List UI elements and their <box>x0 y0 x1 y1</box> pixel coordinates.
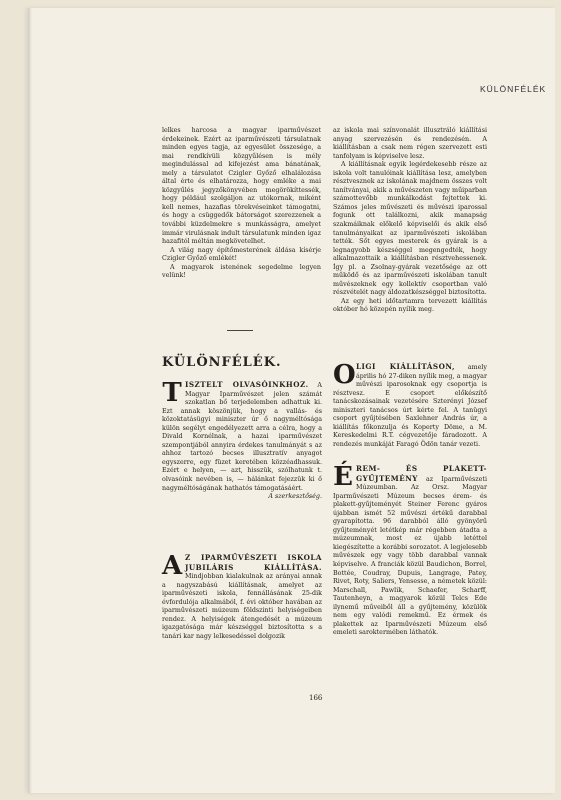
news-item-school-exhibition <box>162 551 322 641</box>
paragraph: A kiállításnak egyik legérdekesebb része az iskola volt tanulóinak kiállítása lesz, amelyben résztvesznek az iskolának majdnem összes volt tanítványai, akik a művészeten vagy műiparban számottevőbb munkálkodást fejtettek ki. Számos jeles művészeti és művészi iparossal fogunk ott találkozni, akik manapság szakmáiknak előkelő képviselői és akik első tanulmányaikat az iparművészeti iskolában tették. Sőt egyes mesterek és gyárak is a legnagyobb készséggel megengedték, hogy alkalmazottaik a kiállításban résztvehessenek. Így pl. a Zsolnay-gyárak vezetősége az ott működő és az iparművészeti iskolában tanult művészeknek egy kollektív csoportban való részvételét nagy áldozatkészséggel biztosította. <box>333 161 487 297</box>
page-binding-shadow <box>28 8 32 793</box>
paragraph: lelkes harcosa a magyar iparművészet érdekeinek. Ezért az iparművészeti társulatnak minden egyes tagja, az egyesület összesége, a mai rendkívüli közgyűlésen is mély megindulással ad kifejezést ama bánatának, mely a társulatot Czigler Győző elhalálozása által érte és elhatározza, hogy emléke a mai közgyűlés jegyzőkönyvében megörökíttessék, hogy például szolgáljon az utókornak, miként kell nemes, hazafias törekvéseinket támogatni, és hogy a csüggedők bátorságot szerezzenek a további küzdelmekre s munkásságra, amelyet immár virulásnak indult társulatunk minden igaz hazafitól méltán megkövetelhet. <box>162 127 321 246</box>
paragraph: A világ nagy építőmesterének áldása kísérje Czigler Győző emlékét! <box>162 246 321 263</box>
item-text: az Iparművészeti Múzeumban. Az Orsz. Magyar Iparművészeti Múzeum becses érem- és plakett-gyűjteményét Steiner Ferenc gyáros újabban ismét 52 művészi értékű darabbal gyarapította. 96 darabból álló gyönyörű gyűjteményét letétkép már régebben átadta a múzeumnak, most ez újabb letéttel kiegészítette a korábbi sorozatot. A legjelesebb művészek egy vagy több darabbal vannak képviselve. A franciák közül Baudichon, Borrel, Bottée, Coudray, Dupuis, Langrage, Patey, Rivet, Roty, Saliers, Yensesse, a németek közül: Marschall, Pawlik, Schaefer, Scharff, Tautenheyn, a magyarok közül Telcs Ede ilynemű műveiből áll a gyűjtemény, közülök nem egy valódi remekmű. Ez érmek és plakettek az Iparművészeti Múzeum első emeleti saroktermében láthatók. <box>333 475 487 637</box>
item-heading: LIGI KIÁLLÍTÁSON, <box>356 362 455 371</box>
dropcap-initial: O <box>333 360 356 390</box>
item-heading: Z IPARMŰVÉSZETI ISKOLA JUBILÁRIS KIÁLLÍTÁSA. <box>185 553 322 572</box>
item-text: A Magyar Iparművészet jelen számát szokatlan bő terjedelemben adhattuk ki. Ezt annak köszönjük, hogy a vallás- és közoktatásügyi miniszter úr ő nagyméltósága külön segélyt engedélyezett arra a célra, hogy a Divald Kornélnak, a hazai iparművészet szempontjából annyira érdekes tanulmányát s az ahhoz tartozó becses illusztratív anyagot egyszerre, egy füzet keretében közzéadhassuk. Ezért e helyen, — azt, hisszük, szólhatunk t. olvasóink nevében is, — hálánkat fejezzük ki ő nagyméltóságának hathatós támogatásáért. <box>162 382 322 492</box>
news-item-olympic-exhibition <box>333 360 487 449</box>
column-right-intro <box>333 127 487 315</box>
item-text: Mindjobban kialakulnak az arányai annak a nagyszabású kiállításnak, amelyet az iparművészeti iskola, fennállásának 25-dik évfordulója alkalmából, f. évi október havában az iparművészeti múzeum földszinti helyiségeiben rendez. A helyiségek átengedését a múzeum igazgatósága már készséggel biztosította s a tanári kar nagy lelkesedéssel dolgozik <box>162 573 322 640</box>
news-item-readers <box>162 378 322 502</box>
item-signature: A szerkesztőség. <box>268 493 322 501</box>
page-number: 166 <box>309 694 323 702</box>
dropcap-initial: É <box>333 462 353 492</box>
item-text: amely április hó 27-diken nyílik meg, a magyar művészi iparosoknak egy csoportja is résztvesz. E csoport előkészítő tanácskozásainak vezetésére Szterényi József miniszteri tanácsos úrt kérte fel. A tanügyi csoport gyűjtésében Saxlehner András úr, a kiállítás főkonzulja és Koperty Döme, a M. Kereskedelmi R.T. cégvezetője fáradozott. A rendezés munkáját Faragó Ödön tanár vezeti. <box>333 364 487 448</box>
column-left-intro <box>162 127 321 281</box>
item-heading: ISZTELT OLVASÓINKHOZ. <box>185 380 309 389</box>
dropcap-initial: T <box>162 378 182 408</box>
dropcap-initial: A <box>162 551 183 581</box>
section-title: KÜLÖNFÉLÉK. <box>162 355 282 370</box>
paragraph: az iskola mai színvonalát illusztráló kiállítási anyag szervezésén és rendezésén. A kiállításban a csak nem régen szervezett esti tanfolyam is képviselve lesz. <box>333 127 487 160</box>
news-item-medal-collection <box>333 462 487 638</box>
paragraph: A magyarok istenének segedelme legyen velünk! <box>162 263 321 280</box>
running-title: KÜLÖNFÉLÉK <box>480 84 547 94</box>
paragraph: Az egy heti időtartamra tervezett kiállítás október hó közepén nyílik meg. <box>333 297 487 314</box>
item-heading: REM- ÉS PLAKETT-GYŰJTEMÉNY <box>356 464 487 483</box>
section-divider <box>227 330 253 331</box>
